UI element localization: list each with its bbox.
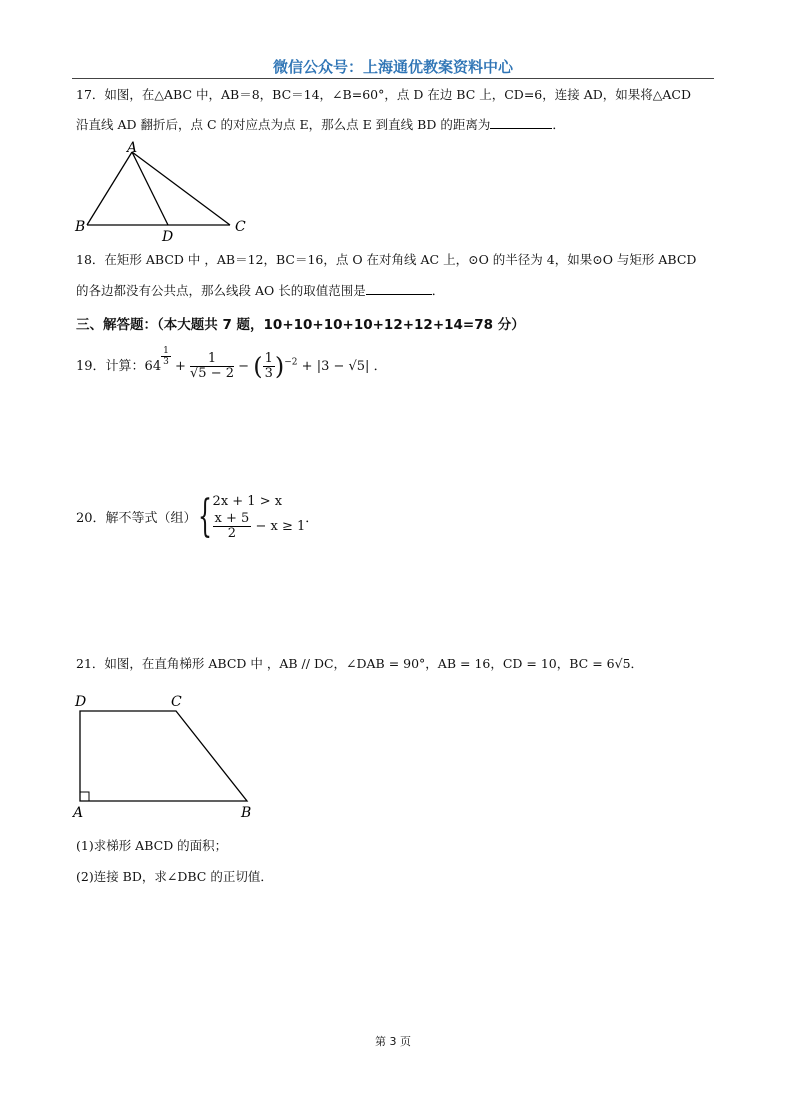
q19-prefix: 19．计算： [76, 359, 145, 374]
label-d: D [162, 229, 174, 245]
q20-system [213, 492, 306, 541]
q17-line1: 17．如图，在△ABC 中，AB＝8，BC＝14，∠B=60°，点 D 在边 BC 上，CD=6，连接 AD，如果将△ACD [76, 87, 692, 102]
q19-base: 64 [144, 359, 162, 374]
segment-ac [132, 152, 230, 225]
q19-plus1: + [174, 359, 186, 374]
q18-tail: ． [431, 283, 445, 298]
q19-tail: ． [373, 359, 387, 374]
q19-plus2: + [301, 359, 313, 374]
q17-triangle-figure [70, 138, 260, 246]
q18-line1: 18．在矩形 ABCD 中 ，AB＝12，BC＝16，点 O 在对角线 AC 上，⊙O 的半径为 4，如果⊙O 与矩形 ABCD [76, 252, 697, 267]
label-c: C [235, 219, 246, 235]
q21-line1: 21．如图，在直角梯形 ABCD 中 ，AB // DC，∠DAB = 90°，AB = 16，CD = 10，BC = 6√5． [76, 656, 644, 671]
q20-expression [76, 492, 318, 541]
q19-paren-exponent: −2 [284, 357, 298, 368]
q19-fraction: $\frac{1}{√5 - 2}$ [190, 351, 234, 381]
label-a: A [73, 805, 84, 821]
q20-prefix: 20．解不等式（组） [76, 511, 197, 526]
label-b: B [241, 805, 252, 821]
q19-minus: − [238, 359, 250, 374]
q17-answer-blank [490, 116, 552, 129]
segment-ab [87, 152, 132, 225]
header-divider [72, 78, 714, 79]
q17-line2-text: 沿直线 AD 翻折后，点 C 的对应点为点 E，那么点 E 到直线 BD 的距离为 [76, 117, 491, 132]
q20-tail: ． [305, 511, 319, 526]
q20-inequality2: $\frac{x + 5}{2}$ − x ≥ 1 [214, 511, 306, 541]
q19-exponent: $\frac{1}{3}$ [163, 346, 169, 367]
q19-abs: |3 − √5| [316, 359, 370, 374]
q20-inequality1: 2x + 1 > x [212, 494, 283, 509]
q18-line2-text: 的各边都没有公共点，那么线段 AO 长的取值范围是 [76, 283, 366, 298]
right-angle-mark [80, 792, 89, 801]
segment-ad [132, 152, 168, 225]
q17-line2 [76, 116, 565, 134]
trapezoid-abcd [80, 711, 247, 801]
label-a: A [127, 140, 138, 156]
q19-expression: 19．计算：64 $\frac{1}{3}$ + $\frac{1}{√5 - 2}$ − ( $\frac{1}{3}$ )$^{-2}$ + |3 − √5| ． [76, 346, 387, 381]
q20-brace: { [197, 490, 212, 542]
q21-sub1: (1)求梯形 ABCD 的面积； [76, 838, 228, 853]
label-b: B [75, 219, 86, 235]
q17-tail: ． [552, 117, 565, 132]
section-3-title: 三、解答题：（本大题共 7 题，10+10+10+10+12+12+14=78 分） [76, 317, 525, 333]
page-header: 微信公众号：上海通优教案资料中心 [272, 58, 513, 76]
label-d: D [75, 694, 87, 710]
q21-trapezoid-figure [70, 690, 260, 822]
label-c: C [171, 694, 182, 710]
q20-fraction: $\frac{x + 5}{2}$ [214, 511, 250, 541]
q18-line2 [76, 282, 444, 300]
q19-paren-fraction: $\frac{1}{3}$ [264, 351, 273, 381]
page-number: 第 3 页 [375, 1035, 411, 1048]
q21-sub2: (2)连接 BD，求∠DBC 的正切值． [76, 869, 273, 884]
q18-answer-blank [366, 282, 432, 295]
